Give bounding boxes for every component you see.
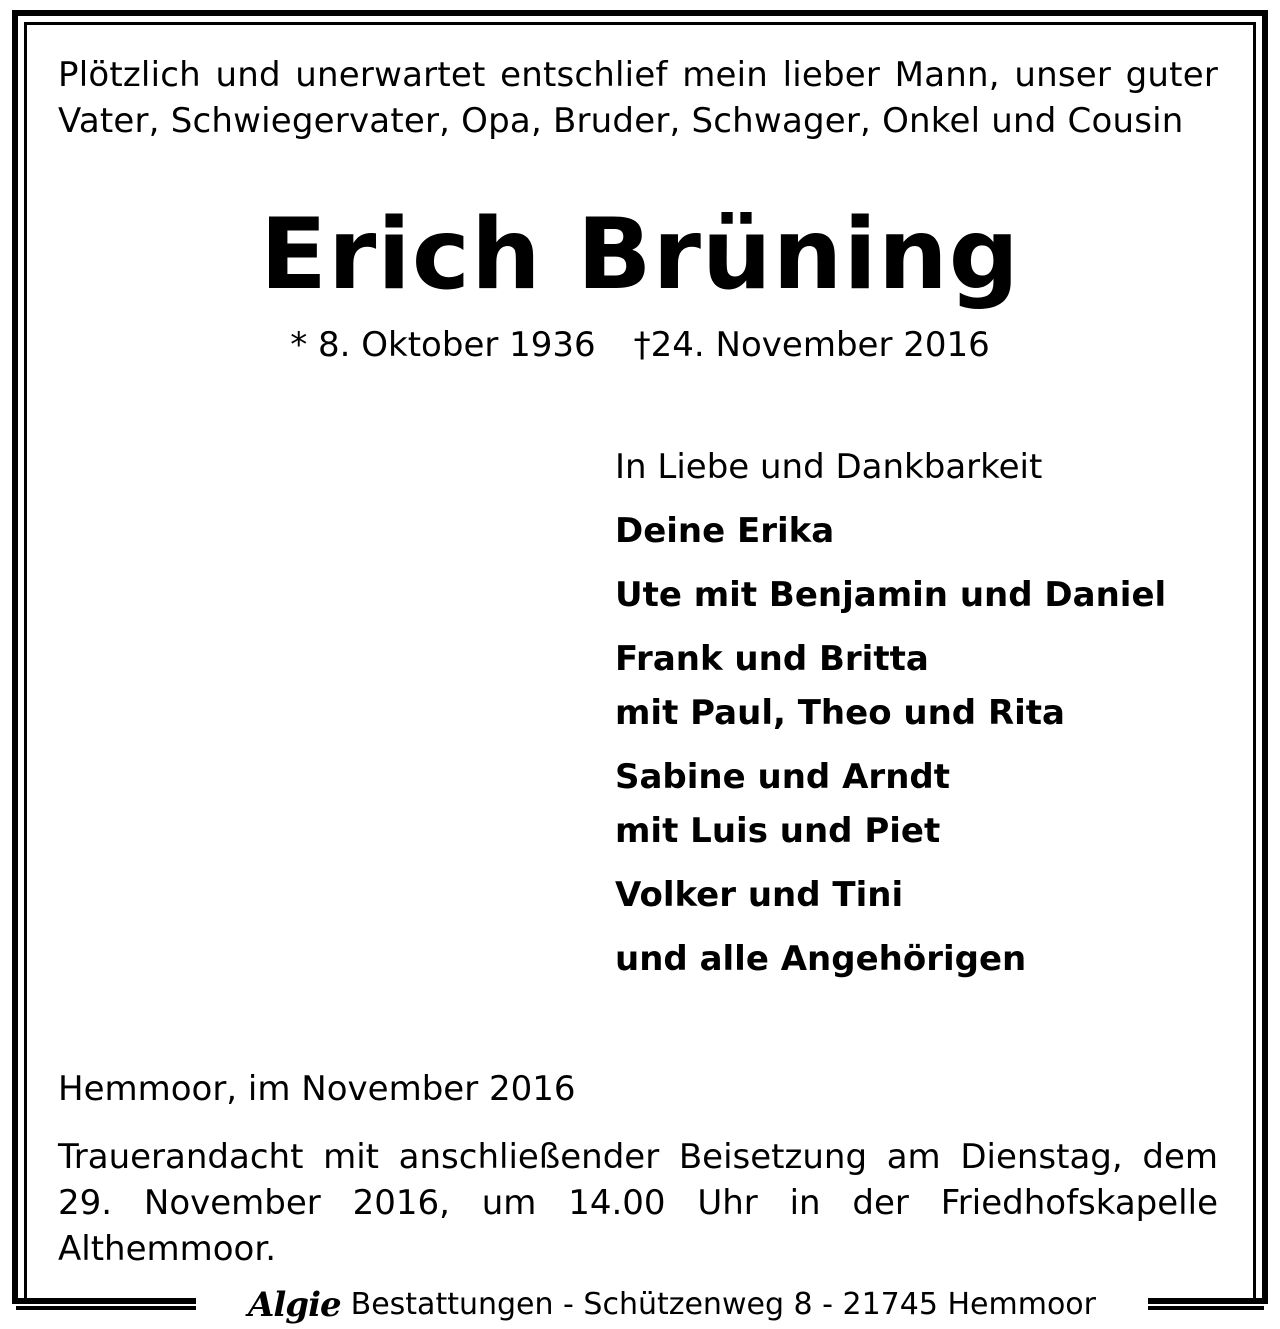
bottom-rule-left	[16, 1298, 196, 1310]
mourner-group	[615, 632, 1255, 740]
mourners-lead: In Liebe und Dankbarkeit	[615, 447, 1043, 487]
mourner-group	[615, 750, 1255, 858]
funeral-home-footer	[196, 1284, 1148, 1326]
mourner-group	[615, 504, 1255, 558]
intro-text: Plötzlich und unerwartet entschlief mein lieber Mann, unser guter Vater, Schwiegervater, Opa, Bruder, Schwager, Onkel und Cousin	[58, 55, 1218, 141]
mourner-line: Volker und Tini	[615, 875, 904, 915]
funeral-home-logo: Algie	[248, 1285, 341, 1325]
mourner-group	[615, 568, 1255, 622]
mourner-line: mit Luis und Piet	[615, 811, 941, 851]
mourner-line: Deine Erika	[615, 511, 835, 551]
service-notice: Trauerandacht mit anschließender Beisetzung am Dienstag, dem 29. November 2016, um 14.00 Uhr in der Friedhofskapelle Althemmoor.	[58, 1137, 1218, 1269]
mourner-line: Frank und Britta	[615, 639, 929, 679]
life-dates	[0, 322, 1280, 368]
deceased-name: Erich Brüning	[260, 198, 1020, 312]
death-date: †24. November 2016	[633, 325, 990, 365]
place-date: Hemmoor, im November 2016	[58, 1069, 576, 1109]
mourner-line: Sabine und Arndt	[615, 757, 950, 797]
mourner-line: und alle Angehörigen	[615, 939, 1027, 979]
birth-date: * 8. Oktober 1936	[290, 325, 596, 365]
mourner-group	[615, 868, 1255, 922]
bottom-rule-right	[1148, 1298, 1264, 1310]
mourner-line: mit Paul, Theo und Rita	[615, 693, 1066, 733]
mourner-line: Ute mit Benjamin und Daniel	[615, 575, 1167, 615]
funeral-home-address: Bestattungen - Schützenweg 8 - 21745 Hemmoor	[350, 1287, 1096, 1322]
mourners-block	[615, 444, 1255, 996]
mourner-group	[615, 932, 1255, 986]
